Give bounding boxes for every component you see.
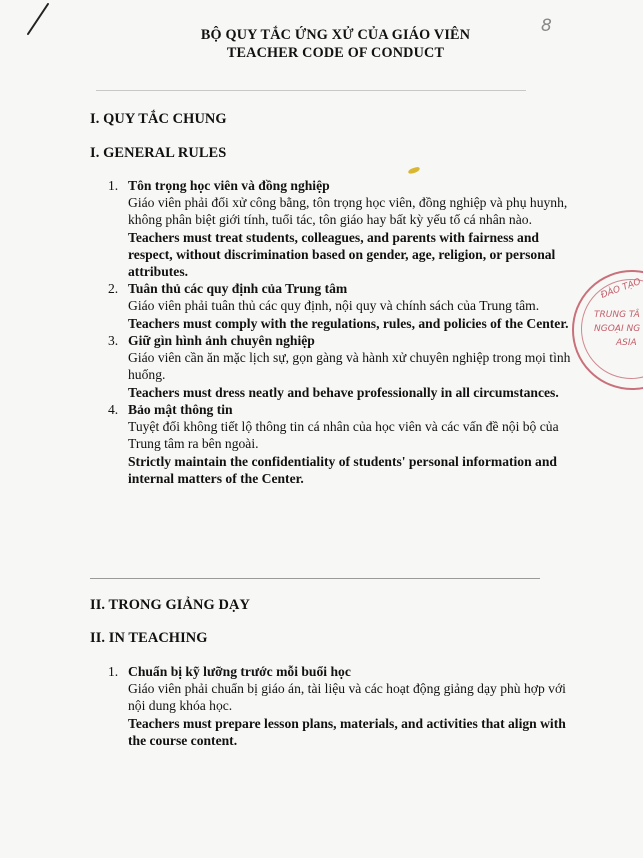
item-text-vi: Giáo viên phải tuân thủ các quy định, nội quy và chính sách của Trung tâm. (128, 298, 540, 313)
handwritten-page-number: 8 (541, 16, 552, 36)
list-item (108, 401, 578, 487)
item-text-en: Teachers must comply with the regulations, rules, and policies of the Center. (128, 316, 569, 331)
item-title: Bảo mật thông tin (128, 402, 233, 417)
document-title-block (0, 26, 643, 62)
item-text-en: Teachers must treat students, colleagues, and parents with fairness and respect, without discrimination based on gender, age, religion, or personal attributes. (128, 230, 556, 279)
stamp-text-line4: ASIA (616, 338, 637, 348)
item-text-vi: Tuyệt đối không tiết lộ thông tin cá nhân của học viên và các vấn đề nội bộ của Trung tâm ra bên ngoài. (128, 419, 559, 451)
item-number: 1. (108, 664, 119, 679)
section2-heading-vi: II. TRONG GIẢNG DẠY (90, 597, 250, 613)
item-title: Tuân thủ các quy định của Trung tâm (128, 281, 348, 296)
section1-list (108, 177, 578, 487)
list-item (108, 280, 578, 332)
list-item (108, 663, 578, 749)
section2-heading-en: II. IN TEACHING (90, 630, 208, 646)
item-text-vi: Giáo viên phải chuẩn bị giáo án, tài liệu và các hoạt động giảng dạy phù hợp với nội dung khóa học. (128, 681, 566, 713)
title-english: TEACHER CODE OF CONDUCT (226, 45, 445, 61)
item-number: 1. (108, 178, 119, 193)
title-vietnamese: BỘ QUY TẮC ỨNG XỬ CỦA GIÁO VIÊN (200, 27, 471, 43)
item-title: Tôn trọng học viên và đồng nghiệp (128, 178, 330, 193)
section1-heading-en: I. GENERAL RULES (90, 145, 227, 161)
middle-divider (90, 578, 540, 579)
top-divider (96, 90, 526, 91)
item-text-vi: Giáo viên cần ăn mặc lịch sự, gọn gàng và hành xử chuyên nghiệp trong mọi tình huống. (128, 350, 571, 382)
list-item (108, 177, 578, 280)
item-text-en: Teachers must prepare lesson plans, materials, and activities that align with the course content. (128, 716, 566, 748)
item-text-en: Strictly maintain the confidentiality of students' personal information and internal matters of the Center. (128, 454, 557, 486)
red-seal-stamp (572, 270, 643, 400)
item-number: 4. (108, 402, 119, 417)
item-number: 3. (108, 333, 119, 348)
item-text-en: Teachers must dress neatly and behave professionally in all circumstances. (128, 385, 559, 400)
stamp-text-line1: ĐÀO TẠO (599, 277, 643, 301)
section1-heading-vi: I. QUY TẮC CHUNG (90, 111, 227, 127)
item-title: Chuẩn bị kỹ lưỡng trước mỗi buổi học (128, 664, 351, 679)
item-number: 2. (108, 281, 119, 296)
stamp-text-line2: TRUNG TÂ (594, 310, 640, 320)
item-text-vi: Giáo viên phải đối xử công bằng, tôn trọng học viên, đồng nghiệp và phụ huynh, không phân biệt giới tính, tuổi tác, tôn giáo hay bất kỳ yếu tố cá nhân nào. (128, 195, 568, 227)
list-item (108, 332, 578, 401)
item-title: Giữ gìn hình ảnh chuyên nghiệp (128, 333, 315, 348)
section2-list (108, 663, 578, 749)
ink-smudge (408, 166, 421, 174)
stamp-text-line3: NGOẠI NG (594, 324, 641, 334)
